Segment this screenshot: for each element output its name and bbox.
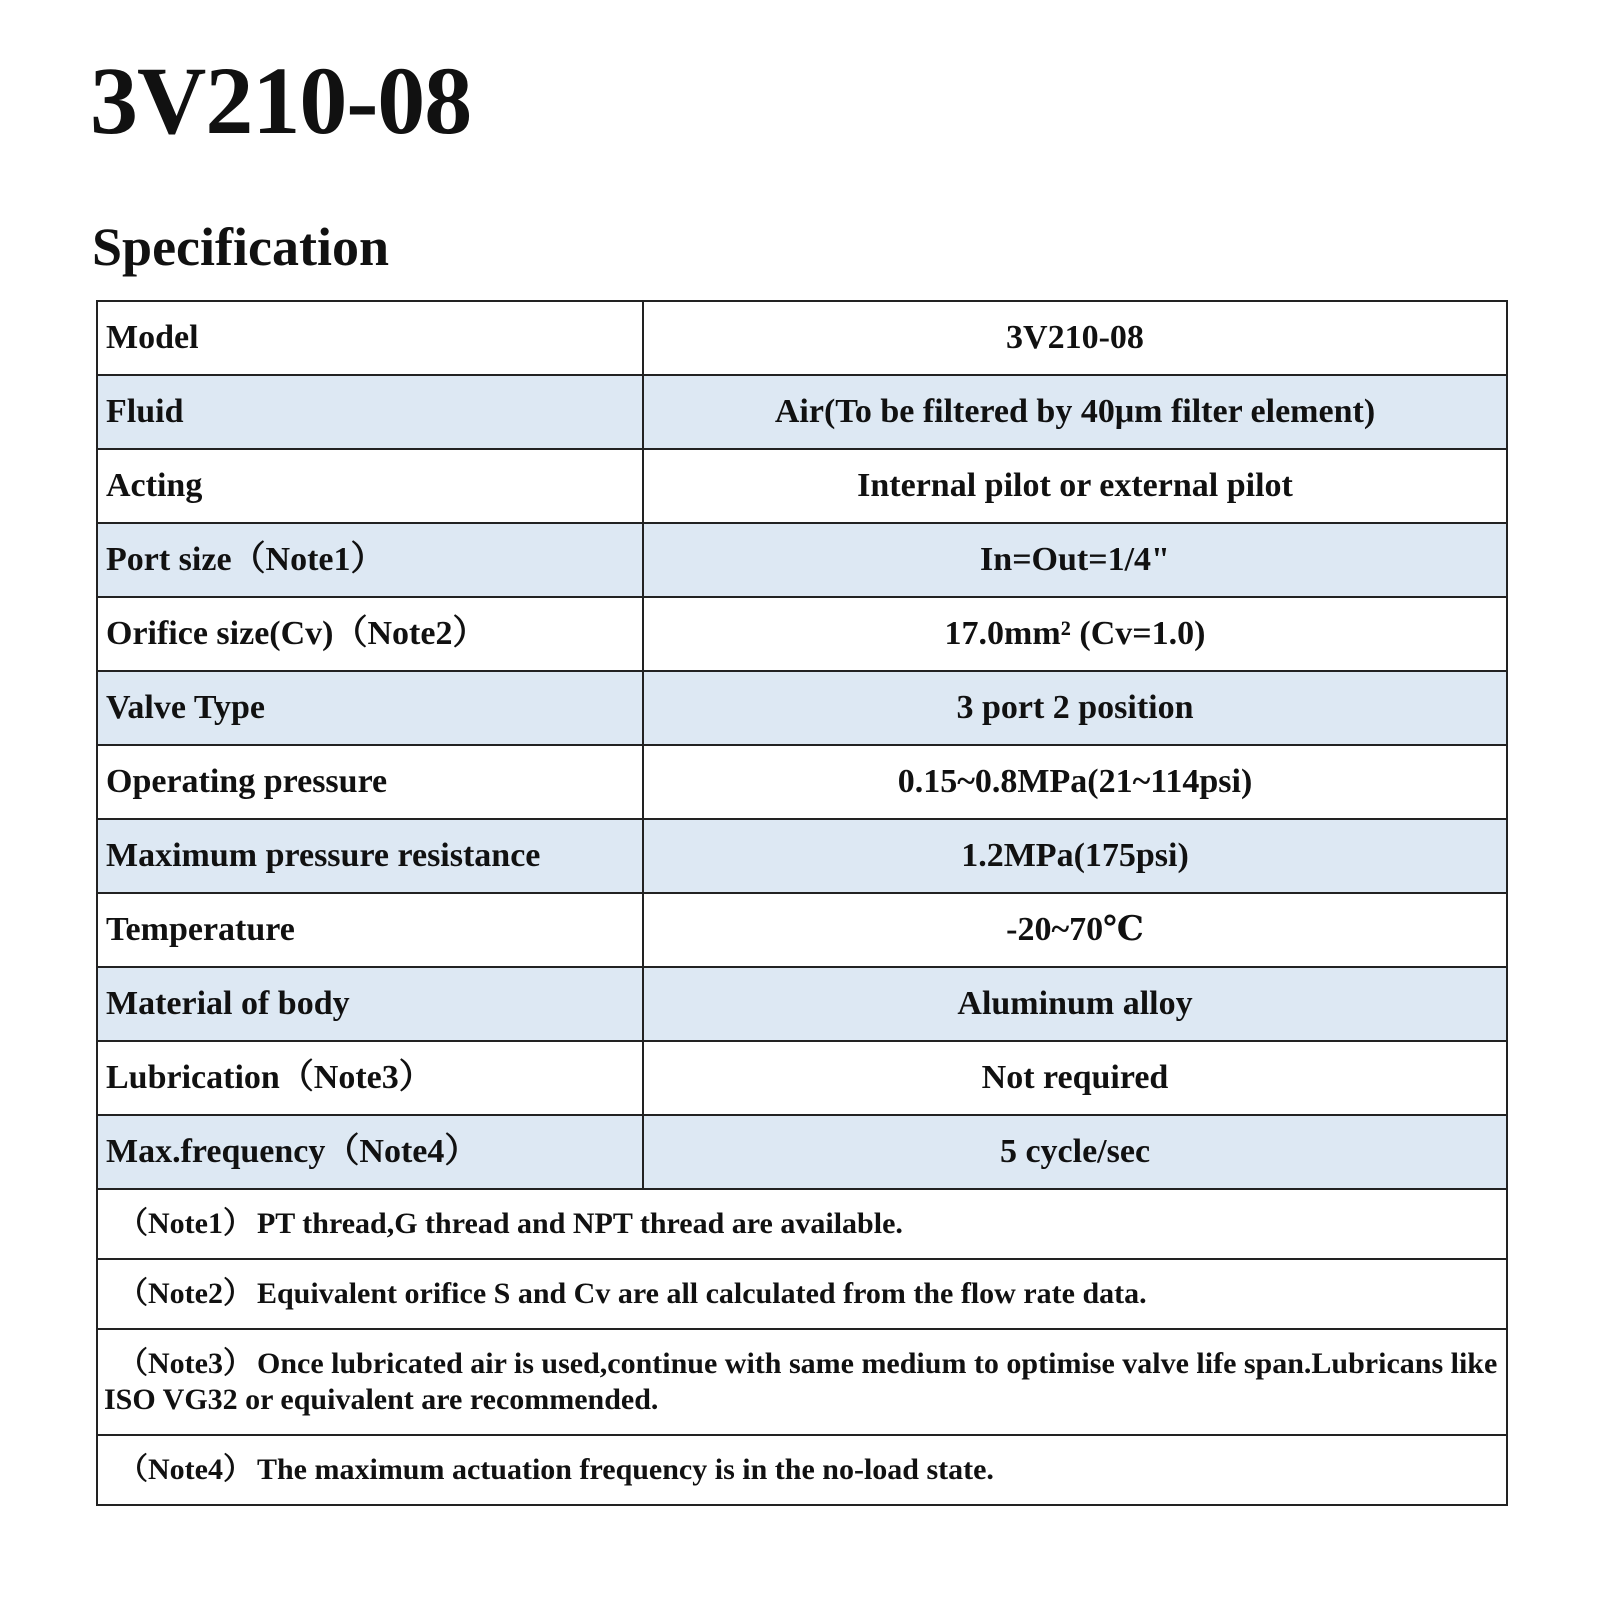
spec-label: Lubrication（Note3） <box>97 1041 643 1115</box>
note-text: The maximum actuation frequency is in the no-load state. <box>256 1453 994 1486</box>
spec-value: 1.2MPa(175psi) <box>643 819 1507 893</box>
note-row-1 <box>97 1189 1507 1259</box>
spec-label: Orifice size(Cv)（Note2） <box>97 597 643 671</box>
note-text: Equivalent orifice S and Cv are all calculated from the flow rate data. <box>256 1277 1147 1310</box>
note-cell <box>97 1189 1507 1259</box>
spec-row-fluid <box>97 375 1507 449</box>
spec-label: Valve Type <box>97 671 643 745</box>
specification-table <box>96 300 1508 1506</box>
spec-row-acting <box>97 449 1507 523</box>
note-row-4 <box>97 1435 1507 1505</box>
note-cell <box>97 1329 1507 1435</box>
spec-label: Fluid <box>97 375 643 449</box>
spec-value: 0.15~0.8MPa(21~114psi) <box>643 745 1507 819</box>
spec-label: Max.frequency（Note4） <box>97 1115 643 1189</box>
spec-row-max-frequency <box>97 1115 1507 1189</box>
spec-row-lubrication <box>97 1041 1507 1115</box>
spec-label: Maximum pressure resistance <box>97 819 643 893</box>
spec-value: 3V210-08 <box>643 301 1507 375</box>
spec-row-port-size <box>97 523 1507 597</box>
spec-value: 3 port 2 position <box>643 671 1507 745</box>
spec-label: Operating pressure <box>97 745 643 819</box>
spec-value: -20~70℃ <box>643 893 1507 967</box>
spec-label: Acting <box>97 449 643 523</box>
note-cell <box>97 1435 1507 1505</box>
note-tag: （Note1） <box>118 1207 253 1240</box>
spec-value: Internal pilot or external pilot <box>643 449 1507 523</box>
spec-value: Aluminum alloy <box>643 967 1507 1041</box>
spec-label: Material of body <box>97 967 643 1041</box>
note-text: PT thread,G thread and NPT thread are available. <box>256 1207 903 1240</box>
note-tag: （Note3） <box>118 1347 253 1380</box>
spec-row-model <box>97 301 1507 375</box>
note-tag: （Note4） <box>118 1453 253 1486</box>
spec-value: 17.0mm² (Cv=1.0) <box>643 597 1507 671</box>
section-title: Specification <box>92 217 389 277</box>
spec-value: In=Out=1/4" <box>643 523 1507 597</box>
spec-value: Not required <box>643 1041 1507 1115</box>
spec-row-valve-type <box>97 671 1507 745</box>
note-row-2 <box>97 1259 1507 1329</box>
page-title: 3V210-08 <box>90 47 472 154</box>
spec-value: 5 cycle/sec <box>643 1115 1507 1189</box>
spec-value: Air(To be filtered by 40μm filter element) <box>643 375 1507 449</box>
note-tag: （Note2） <box>118 1277 253 1310</box>
spec-label: Model <box>97 301 643 375</box>
spec-row-orifice-size <box>97 597 1507 671</box>
spec-row-material <box>97 967 1507 1041</box>
note-cell <box>97 1259 1507 1329</box>
spec-row-operating-pressure <box>97 745 1507 819</box>
note-text: Once lubricated air is used,continue with same medium to optimise valve life span.Lubricans like ISO VG32 or equivalent are recommended. <box>104 1347 1498 1416</box>
note-row-3 <box>97 1329 1507 1435</box>
spec-label: Temperature <box>97 893 643 967</box>
spec-row-max-pressure <box>97 819 1507 893</box>
spec-label: Port size（Note1） <box>97 523 643 597</box>
spec-row-temperature <box>97 893 1507 967</box>
